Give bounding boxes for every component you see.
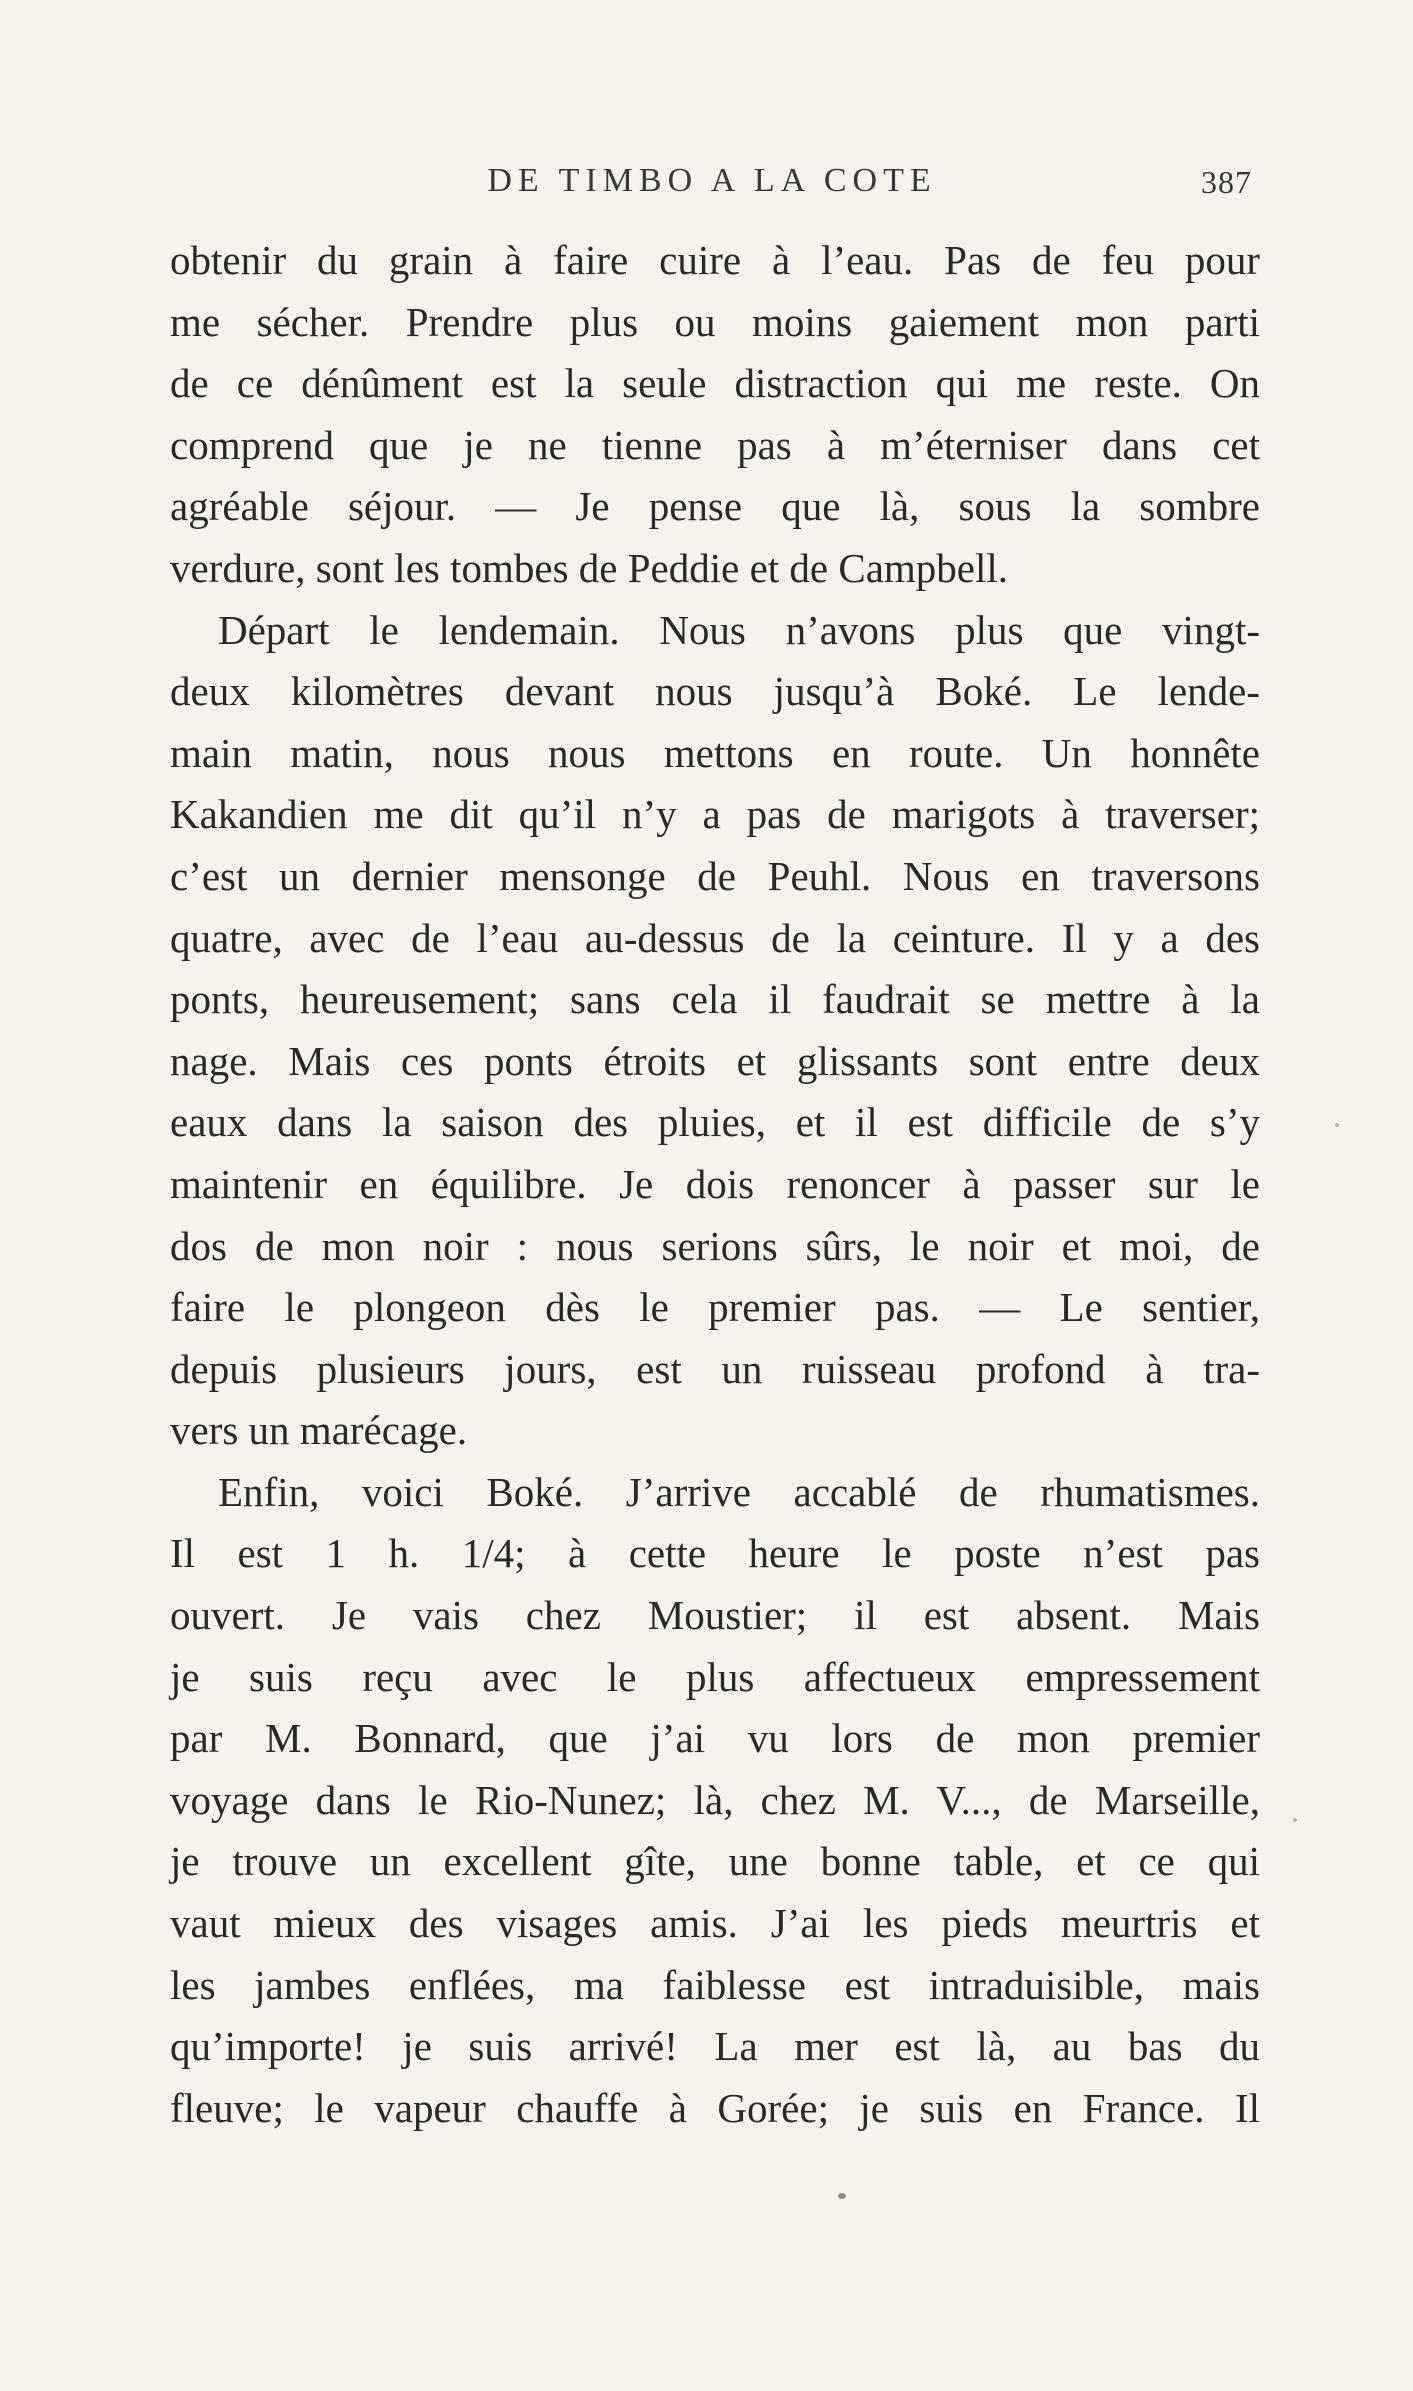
text-line: ouvert. Je vais chez Moustier; il est absent. Mais	[170, 1592, 1260, 1639]
text-line: ponts, heureusement; sans cela il faudrait se mettre à la	[170, 976, 1260, 1023]
text-line: faire le plongeon dès le premier pas. — Le sentier,	[170, 1284, 1260, 1331]
text-line: vaut mieux des visages amis. J’ai les pieds meurtris et	[170, 1900, 1260, 1947]
text-line: verdure, sont les tombes de Peddie et de Campbell.	[170, 544, 1009, 591]
text-line: quatre, avec de l’eau au-dessus de la ceinture. Il y a des	[170, 914, 1260, 961]
text-line: c’est un dernier mensonge de Peuhl. Nous en traversons	[170, 852, 1260, 899]
text-line: main matin, nous nous mettons en route. Un honnête	[170, 729, 1260, 776]
ink-speck	[1335, 1123, 1339, 1127]
text-line: nage. Mais ces ponts étroits et glissants sont entre deux	[170, 1037, 1260, 1084]
text-line: par M. Bonnard, que j’ai vu lors de mon premier	[170, 1715, 1260, 1762]
text-line: obtenir du grain à faire cuire à l’eau. Pas de feu pour	[170, 237, 1260, 283]
body-text	[170, 230, 1260, 2139]
text-line: vers un marécage.	[170, 1407, 468, 1454]
text-line: me sécher. Prendre plus ou moins gaiement mon parti	[170, 298, 1260, 345]
ink-speck	[1293, 1818, 1297, 1822]
text-line: deux kilomètres devant nous jusqu’à Boké. Le lende-	[170, 668, 1260, 715]
text-line: Départ le lendemain. Nous n’avons plus que vingt-	[218, 606, 1260, 653]
text-line: Il est 1 h. 1/4; à cette heure le poste n’est pas	[170, 1530, 1260, 1577]
text-line: Kakandien me dit qu’il n’y a pas de marigots à traverser;	[170, 791, 1260, 838]
ink-speck	[838, 2193, 846, 2199]
running-header	[172, 162, 1252, 212]
text-line: depuis plusieurs jours, est un ruisseau profond à tra-	[170, 1345, 1260, 1392]
page-number: 387	[1201, 164, 1252, 200]
text-line: maintenir en équilibre. Je dois renoncer à passer sur le	[170, 1160, 1260, 1207]
text-line: comprend que je ne tienne pas à m’éterniser dans cet	[170, 421, 1260, 468]
text-line: les jambes enflées, ma faiblesse est intraduisible, mais	[170, 1961, 1260, 2008]
text-line: dos de mon noir : nous serions sûrs, le noir et moi, de	[170, 1222, 1260, 1269]
text-line: voyage dans le Rio-Nunez; là, chez M. V..., de Marseille,	[170, 1776, 1260, 1823]
text-line: qu’importe! je suis arrivé! La mer est là, au bas du	[170, 2023, 1260, 2070]
running-title: DE TIMBO A LA COTE	[487, 162, 937, 199]
text-line: Enfin, voici Boké. J’arrive accablé de rhumatismes.	[218, 1468, 1260, 1515]
text-line: je suis reçu avec le plus affectueux empressement	[170, 1653, 1260, 1700]
text-line: fleuve; le vapeur chauffe à Gorée; je suis en France. Il	[170, 2084, 1260, 2131]
text-line: je trouve un excellent gîte, une bonne table, et ce qui	[170, 1838, 1260, 1885]
text-line: de ce dénûment est la seule distraction qui me reste. On	[170, 360, 1260, 407]
text-line: agréable séjour. — Je pense que là, sous la sombre	[170, 483, 1260, 530]
text-line: eaux dans la saison des pluies, et il est difficile de s’y	[170, 1099, 1260, 1146]
